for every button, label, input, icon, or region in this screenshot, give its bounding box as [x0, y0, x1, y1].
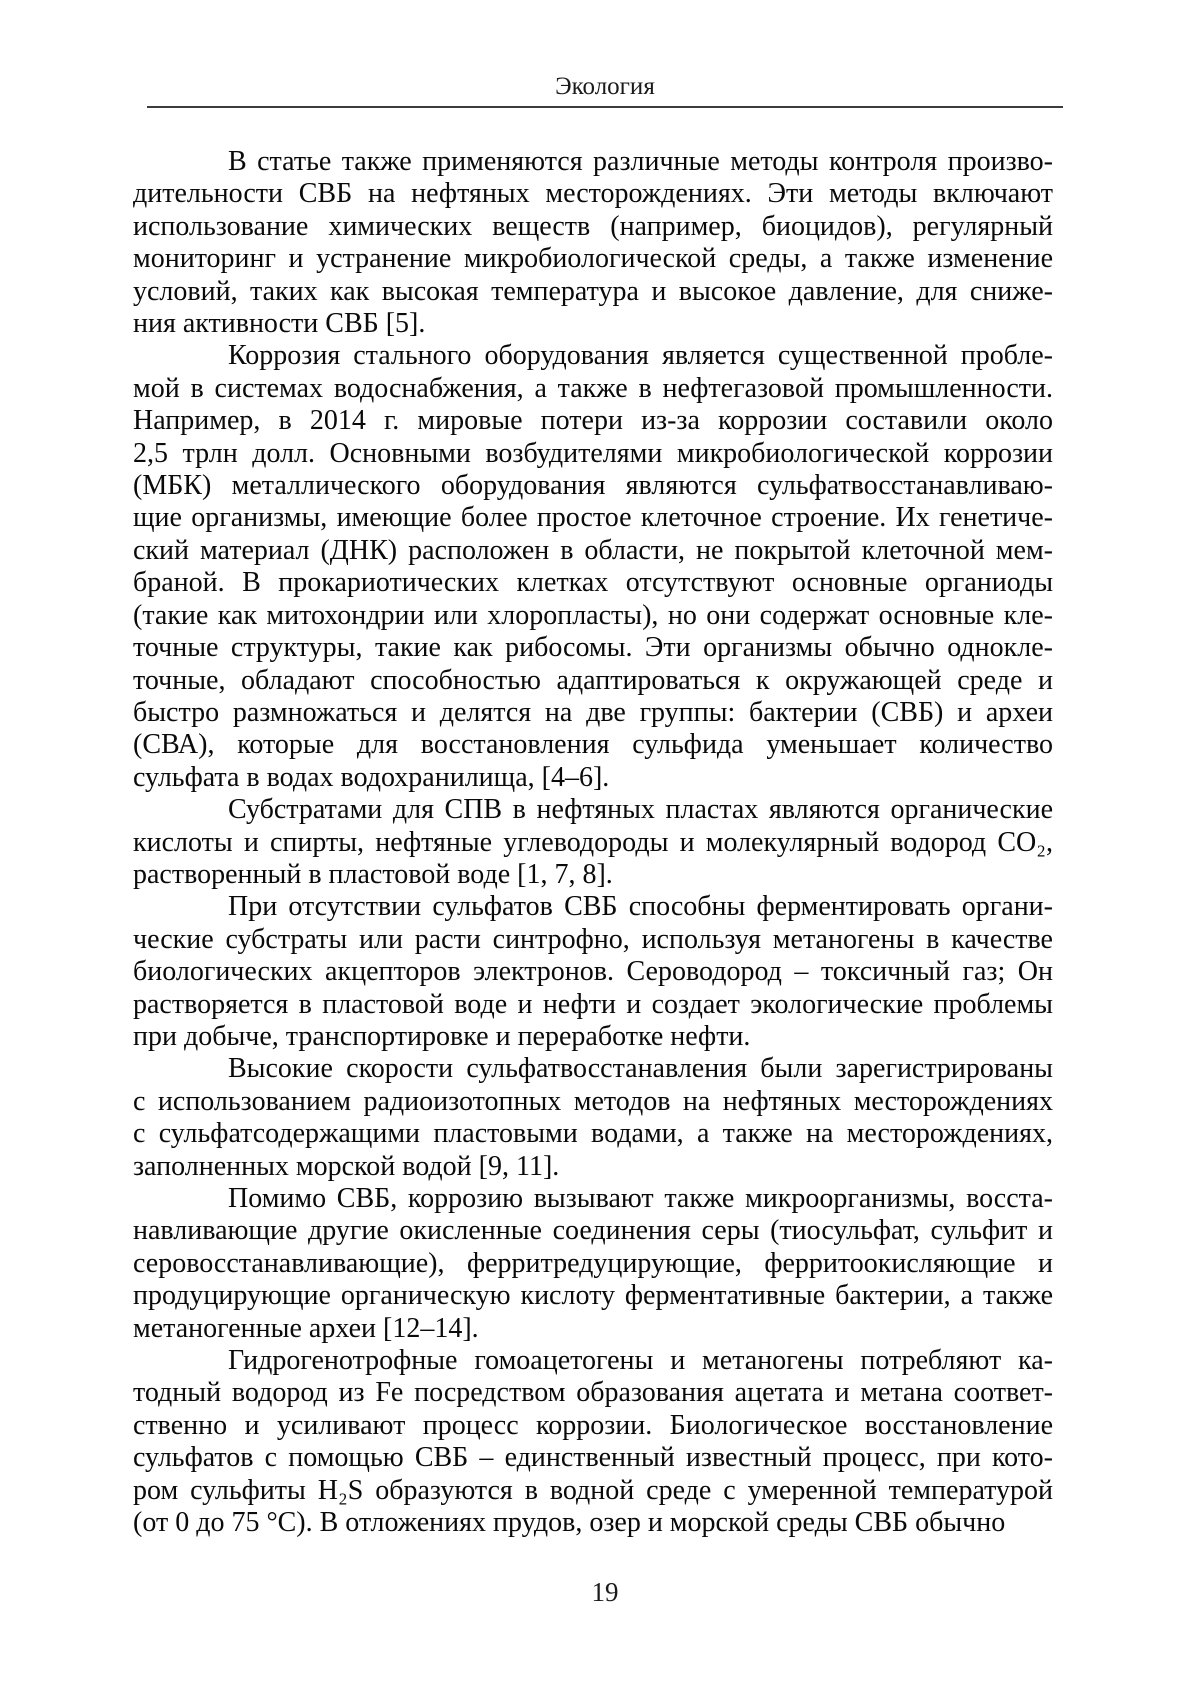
text-line: браной. В прокариотических клетках отсутствуют основные органиоды — [133, 567, 1053, 599]
text-line: использование химических веществ (например, биоцидов), регулярный — [133, 210, 1053, 242]
text-line: Субстратами для СПВ в нефтяных пластах являются органические — [228, 794, 1053, 826]
text-line: ский материал (ДНК) расположен в области, не покрытой клеточной мем- — [133, 534, 1053, 566]
text-line: точные, обладают способностью адаптироваться к окружающей среде и — [133, 664, 1053, 696]
text-line: точные структуры, такие как рибосомы. Эти организмы обычно однокле- — [133, 632, 1053, 664]
text-line: биологических акцепторов электронов. Сероводород – токсичный газ; Он — [133, 956, 1053, 988]
page-number: 19 — [591, 1577, 619, 1607]
text-line: сульфата в водах водохранилища, [4–6]. — [133, 761, 610, 793]
text-line: (СВА), которые для восстановления сульфида уменьшает количество — [133, 729, 1053, 761]
text-line: Помимо СВБ, коррозию вызывают также микроорганизмы, восста- — [228, 1183, 1053, 1214]
text-line: условий, таких как высокая температура и высокое давление, для сниже- — [133, 275, 1053, 307]
text-line: (от 0 до 75 °С). В отложениях прудов, озер и морской среды СВБ обычно — [133, 1507, 1006, 1539]
text-line: растворенный в пластовой воде [1, 7, 8]. — [133, 858, 613, 890]
document-body — [133, 146, 1053, 1539]
text-line: с сульфатсодержащими пластовыми водами, а также на месторождениях, — [133, 1118, 1053, 1150]
text-line: В статье также применяются различные методы контроля произво- — [228, 146, 1053, 177]
text-line: щие организмы, имеющие более простое клеточное строение. Их генетиче- — [133, 502, 1053, 534]
paragraph — [133, 1345, 1053, 1539]
paragraph — [133, 1053, 1053, 1183]
text-line: ром сульфиты H₂S образуются в водной среде с умеренной температурой — [133, 1474, 1053, 1506]
paragraph — [133, 340, 1053, 794]
text-line: заполненных морской водой [9, 11]. — [133, 1150, 560, 1182]
text-line: Например, в 2014 г. мировые потери из-за коррозии составили около — [133, 405, 1053, 437]
paragraph — [133, 794, 1053, 891]
text-line: продуцирующие органическую кислоту ферментативные бактерии, а также — [133, 1280, 1053, 1312]
text-line: Высокие скорости сульфатвосстанавления были зарегистрированы — [228, 1053, 1053, 1085]
text-line: ния активности СВБ [5]. — [133, 308, 426, 340]
text-line: (такие как митохондрии или хлоропласты), но они содержат основные кле- — [133, 599, 1053, 631]
text-line: мониторинг и устранение микробиологической среды, а также изменение — [133, 243, 1053, 275]
text-line: мой в системах водоснабжения, а также в нефтегазовой промышленности. — [133, 372, 1053, 404]
text-line: метаногенные археи [12–14]. — [133, 1312, 479, 1344]
text-line: быстро размножаться и делятся на две группы: бактерии (СВБ) и археи — [133, 696, 1053, 728]
text-line: дительности СВБ на нефтяных месторождениях. Эти методы включают — [133, 178, 1053, 210]
text-line: навливающие другие окисленные соединения серы (тиосульфат, сульфит и — [133, 1215, 1053, 1247]
header-rule — [147, 106, 1063, 108]
text-line: ственно и усиливают процесс коррозии. Биологическое восстановление — [133, 1409, 1053, 1441]
running-header-title: Экология — [555, 73, 655, 100]
text-line: с использованием радиоизотопных методов на нефтяных месторождениях — [133, 1085, 1053, 1117]
paragraph — [133, 146, 1053, 340]
text-line: При отсутствии сульфатов СВБ способны ферментировать органи- — [228, 891, 1053, 923]
text-line: ческие субстраты или расти синтрофно, используя метаногены в качестве — [133, 923, 1053, 955]
text-line: кислоты и спирты, нефтяные углеводороды и молекулярный водород СО₂, — [133, 826, 1053, 858]
text-line: (МБК) металлического оборудования являются сульфатвосстанавливаю- — [133, 470, 1053, 502]
text-line: Коррозия стального оборудования является существенной пробле- — [228, 340, 1053, 372]
text-line: сульфатов с помощью СВБ – единственный известный процесс, при кото- — [133, 1442, 1053, 1474]
text-line: тодный водород из Fe посредством образования ацетата и метана соответ- — [133, 1377, 1053, 1409]
paragraph — [133, 891, 1053, 1053]
text-line: Гидрогенотрофные гомоацетогены и метаногены потребляют ка- — [228, 1345, 1053, 1377]
text-line: растворяется в пластовой воде и нефти и создает экологические проблемы — [133, 988, 1053, 1020]
text-line: при добыче, транспортировке и переработке нефти. — [133, 1020, 751, 1052]
text-line: серовосстанавливающие), ферритредуцирующие, ферритоокисляющие и — [133, 1247, 1053, 1279]
paragraph — [133, 1183, 1053, 1345]
text-line: 2,5 трлн долл. Основными возбудителями микробиологической коррозии — [133, 437, 1053, 469]
